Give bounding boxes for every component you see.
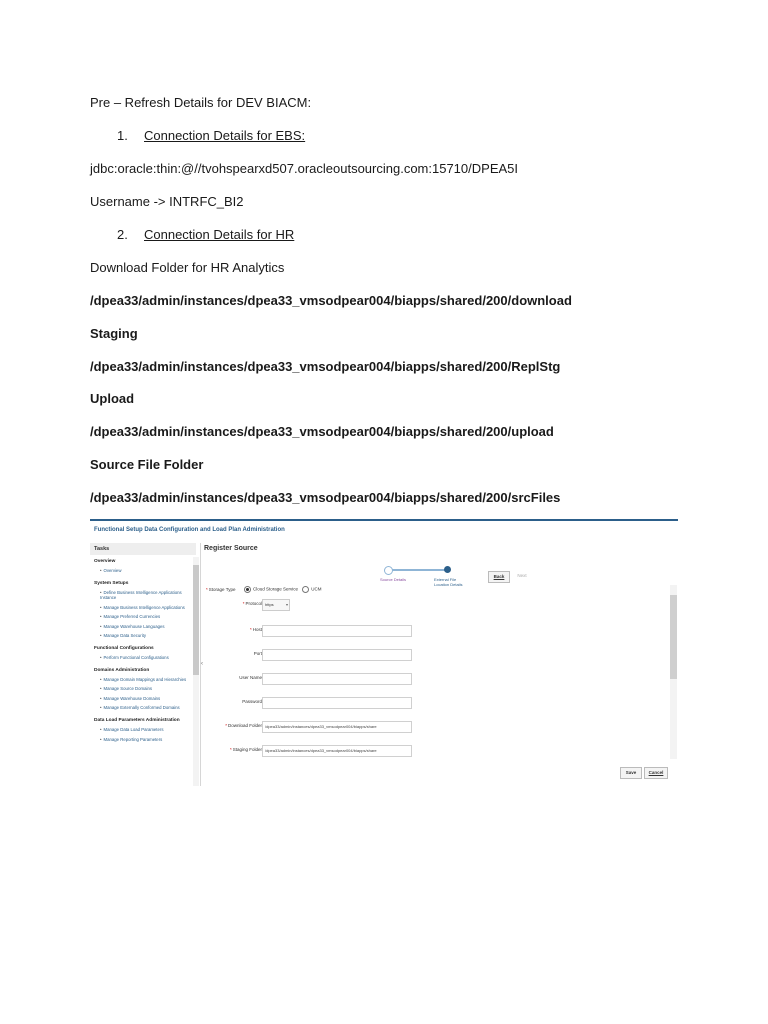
download-path: /dpea33/admin/instances/dpea33_vmsodpear004/biapps/shared/200/download [90, 293, 572, 308]
form-scrollbar[interactable] [670, 585, 677, 759]
port-label: Port [253, 651, 262, 656]
task-link[interactable]: • Define Business Intelligence Applications Instance [100, 590, 190, 601]
collapse-panel-icon[interactable]: ‹ [201, 661, 203, 667]
task-link[interactable]: • Manage Warehouse Languages [100, 624, 190, 630]
screenshot-header-title: Functional Setup Data Configuration and Load Plan Administration [94, 527, 285, 533]
staging-label: Staging [90, 326, 138, 341]
password-row [204, 697, 670, 709]
list-label: Connection Details for HR [144, 227, 295, 242]
source-form [204, 585, 670, 757]
task-link[interactable]: • Manage Reporting Parameters [100, 737, 190, 743]
radio-label: UCM [311, 586, 322, 592]
task-link[interactable]: • Manage Business Intelligence Applications [100, 605, 190, 611]
train-stop-icon[interactable] [384, 566, 393, 575]
register-source-panel [204, 543, 678, 786]
staging-path: /dpea33/admin/instances/dpea33_vmsodpear004/biapps/shared/200/ReplStg [90, 359, 561, 374]
protocol-row [204, 599, 670, 611]
staging-folder-input[interactable]: /dpea33/admin/instances/dpea33_vmsodpear004/biapps/share [262, 745, 412, 757]
staging-folder-label: *Staging Folder [229, 747, 262, 752]
source-path: /dpea33/admin/instances/dpea33_vmsodpear004/biapps/shared/200/srcFiles [90, 490, 561, 505]
document-heading: Pre – Refresh Details for DEV BIACM: [90, 95, 312, 110]
list-item-hr [117, 227, 294, 242]
task-section-overview: Overview [94, 559, 116, 564]
username-input[interactable] [262, 673, 412, 685]
download-folder-label: *Download Folder [225, 723, 262, 728]
storage-type-row [204, 585, 670, 597]
port-input[interactable] [262, 649, 412, 661]
back-button[interactable]: Back [488, 571, 510, 583]
list-label: Connection Details for EBS: [144, 128, 306, 143]
password-label: Password [242, 699, 262, 704]
train-stop-current-icon [444, 566, 451, 573]
task-link-overview[interactable]: • Overview [100, 568, 190, 574]
save-button[interactable]: Save [620, 767, 642, 779]
storage-type-radio-group [244, 586, 322, 593]
task-link[interactable]: • Manage Externally Conformed Domains [100, 705, 190, 711]
cancel-button[interactable]: Cancel [644, 767, 668, 779]
task-link[interactable]: • Manage Source Domains [100, 686, 190, 692]
task-link[interactable]: • Perform Functional Configurations [100, 655, 190, 661]
protocol-select[interactable]: https ▾ [262, 599, 290, 611]
chevron-down-icon: ▾ [285, 602, 288, 607]
upload-label: Upload [90, 391, 135, 406]
next-button: Next [517, 573, 527, 578]
upload-path: /dpea33/admin/instances/dpea33_vmsodpear004/biapps/shared/200/upload [90, 424, 554, 439]
task-link[interactable]: • Manage Data Load Parameters [100, 727, 190, 733]
list-number: 1. [117, 128, 128, 143]
protocol-label: *Protocol [242, 601, 262, 606]
task-link[interactable]: • Manage Domain Mappings and Hierarchies [100, 677, 190, 683]
staging-folder-row [204, 745, 670, 757]
tasks-panel [90, 543, 201, 786]
radio-ucm[interactable] [302, 586, 309, 593]
port-row [204, 649, 670, 661]
radio-label: Cloud Storage Service [253, 586, 299, 592]
jdbc-url: jdbc:oracle:thin:@//tvohspearxd507.oracleoutsourcing.com:15710/DPEA5I [90, 161, 518, 176]
task-section-dataload: Data Load Parameters Administration [94, 717, 180, 723]
password-input[interactable] [262, 697, 412, 709]
form-scroll-thumb[interactable] [670, 595, 677, 679]
embedded-screenshot [90, 519, 678, 786]
task-link[interactable]: • Manage Data Security [100, 633, 190, 639]
page-title: Register Source [204, 545, 258, 552]
download-folder-input[interactable]: /dpea33/admin/instances/dpea33_vmsodpear004/biapps/share [262, 721, 412, 733]
username-row [204, 673, 670, 685]
host-input[interactable] [262, 625, 412, 637]
task-link[interactable]: • Manage Preferred Currencies [100, 614, 190, 620]
host-label: *Host [249, 627, 262, 632]
tasks-list [94, 559, 190, 742]
train-step-label[interactable]: Source Details [380, 577, 407, 582]
task-section-system: System Setups [94, 580, 129, 586]
task-section-domains: Domains Administration [94, 667, 150, 673]
tasks-scrollbar[interactable] [193, 557, 199, 786]
radio-cloud-storage[interactable] [244, 586, 251, 593]
host-row [204, 625, 670, 637]
tasks-title: Tasks [90, 543, 196, 555]
train-stepper [380, 565, 464, 587]
train-step-label: External File Location Details [434, 577, 463, 587]
storage-type-label: *Storage Type [206, 587, 236, 592]
task-section-functional: Functional Configurations [94, 646, 154, 652]
list-item-ebs [117, 128, 305, 143]
username-line: Username -> INTRFC_BI2 [90, 194, 244, 209]
source-label: Source File Folder [90, 457, 204, 472]
download-folder-row [204, 721, 670, 733]
download-caption: Download Folder for HR Analytics [90, 260, 285, 275]
list-number: 2. [117, 227, 128, 242]
username-label: User Name [239, 675, 262, 680]
task-link[interactable]: • Manage Warehouse Domains [100, 696, 190, 702]
train-connector [387, 569, 447, 571]
tasks-scroll-thumb[interactable] [193, 565, 199, 675]
